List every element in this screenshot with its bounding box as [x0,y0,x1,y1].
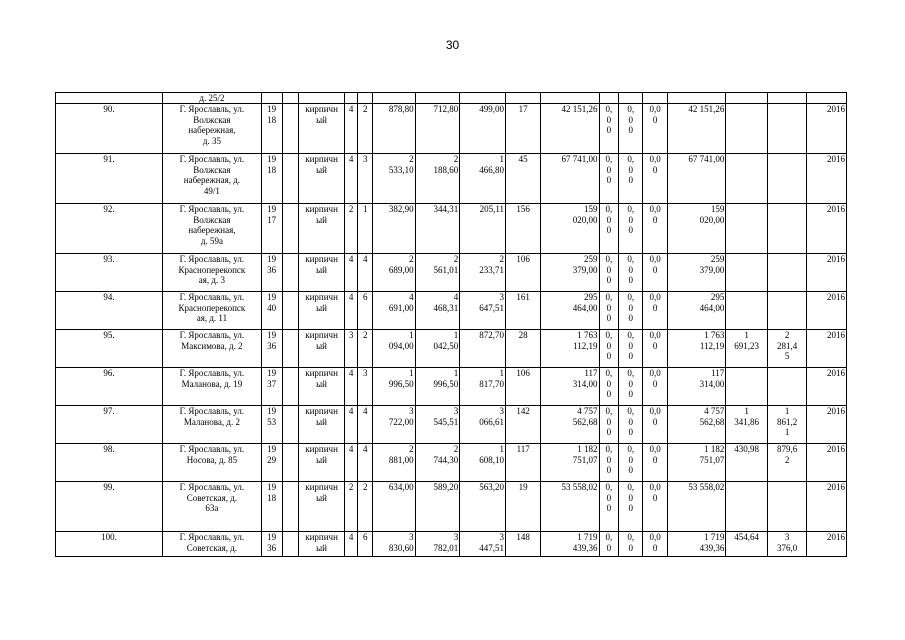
fund-cell-3: 0,0 0 [643,204,668,254]
carry-over-address: д. 25/2 [163,93,262,104]
fund-cell-2: 0, 0 0 [619,104,643,154]
blank-cell [282,482,299,532]
blank-cell [282,368,299,406]
floors-cell: 2 [344,204,358,254]
owners-cost-cell: 1 763 112,19 [668,330,726,368]
limit-cost-cell [767,154,806,204]
build-year-cell: 19 36 [261,532,282,557]
blank-cell [282,204,299,254]
fund-cell-3: 0,0 0 [643,292,668,330]
fund-cell-2: 0, 0 0 [619,444,643,482]
unit-cost-cell: 454,64 [726,532,768,557]
housing-table [55,92,847,557]
wall-material-cell: кирпичн ый [299,292,345,330]
common-area-cell: 499,00 [460,104,506,154]
fund-cell-1: 0, 0 0 [599,292,619,330]
fund-cell-3: 0,0 0 [643,406,668,444]
floors-cell: 4 [344,368,358,406]
build-year-cell: 19 18 [261,104,282,154]
fund-cell-2: 0, 0 0 [619,254,643,292]
common-area-cell: 2 233,71 [460,254,506,292]
address-cell: Г. Ярославль, ул. Волжская набережная, д. 35 [163,104,262,154]
total-area-cell: 634,00 [372,482,415,532]
row-number: 91. [56,154,163,204]
owners-cost-cell: 4 757 562,68 [668,406,726,444]
blank-cell [282,532,299,557]
build-year-cell: 19 53 [261,406,282,444]
floors-cell: 4 [344,254,358,292]
residents-cell: 117 [506,444,541,482]
fund-cell-3: 0,0 0 [643,368,668,406]
residents-cell: 28 [506,330,541,368]
fund-cell-3: 0,0 0 [643,482,668,532]
living-area-cell: 1 996,50 [415,368,460,406]
residents-cell: 106 [506,368,541,406]
fund-cell-3: 0,0 0 [643,154,668,204]
residents-cell: 17 [506,104,541,154]
living-area-cell: 1 042,50 [415,330,460,368]
limit-cost-cell [767,104,806,154]
wall-material-cell: кирпичн ый [299,154,345,204]
total-cost-cell: 1 182 751,07 [541,444,599,482]
residents-cell: 19 [506,482,541,532]
table-row [56,444,847,482]
fund-cell-1: 0, 0 0 [599,254,619,292]
total-area-cell: 2 881,00 [372,444,415,482]
total-cost-cell: 4 757 562,68 [541,406,599,444]
unit-cost-cell [726,104,768,154]
total-cost-cell: 42 151,26 [541,104,599,154]
plan-year-cell: 2016 [807,482,847,532]
total-cost-cell: 1 719 439,36 [541,532,599,557]
entrances-cell: 2 [358,104,373,154]
unit-cost-cell: 1 691,23 [726,330,768,368]
entrances-cell: 3 [358,154,373,204]
row-number: 94. [56,292,163,330]
entrances-cell: 6 [358,532,373,557]
owners-cost-cell: 259 379,00 [668,254,726,292]
table-row [56,154,847,204]
entrances-cell: 2 [358,482,373,532]
total-area-cell: 2 533,10 [372,154,415,204]
limit-cost-cell [767,204,806,254]
address-cell: Г. Ярославль, ул. Волжская набережная, д. 49/1 [163,154,262,204]
unit-cost-cell [726,254,768,292]
entrances-cell: 4 [358,406,373,444]
build-year-cell: 19 18 [261,154,282,204]
fund-cell-3: 0,0 0 [643,254,668,292]
row-number: 99. [56,482,163,532]
wall-material-cell: кирпичн ый [299,204,345,254]
total-cost-cell: 1 763 112,19 [541,330,599,368]
fund-cell-3: 0,0 0 [643,532,668,557]
unit-cost-cell [726,154,768,204]
entrances-cell: 4 [358,254,373,292]
total-area-cell: 3 830,60 [372,532,415,557]
common-area-cell: 3 447,51 [460,532,506,557]
floors-cell: 2 [344,482,358,532]
common-area-cell: 3 647,51 [460,292,506,330]
row-number: 97. [56,406,163,444]
table-row [56,406,847,444]
table-row [56,532,847,557]
build-year-cell: 19 37 [261,368,282,406]
table-row [56,292,847,330]
plan-year-cell: 2016 [807,368,847,406]
address-cell: Г. Ярославль, ул. Малaнова, д. 19 [163,368,262,406]
owners-cost-cell: 42 151,26 [668,104,726,154]
blank-cell [282,104,299,154]
total-area-cell: 4 691,00 [372,292,415,330]
total-area-cell: 1 094,00 [372,330,415,368]
living-area-cell: 3 782,01 [415,532,460,557]
plan-year-cell: 2016 [807,104,847,154]
common-area-cell: 872,70 [460,330,506,368]
common-area-cell: 1 817,70 [460,368,506,406]
floors-cell: 4 [344,532,358,557]
entrances-cell: 3 [358,368,373,406]
floors-cell: 4 [344,444,358,482]
total-cost-cell: 259 379,00 [541,254,599,292]
blank-cell [282,330,299,368]
table-row [56,330,847,368]
build-year-cell: 19 29 [261,444,282,482]
blank-cell [282,292,299,330]
total-area-cell: 3 722,00 [372,406,415,444]
build-year-cell: 19 36 [261,330,282,368]
residents-cell: 106 [506,254,541,292]
unit-cost-cell [726,482,768,532]
common-area-cell: 1 466,80 [460,154,506,204]
table-row [56,254,847,292]
common-area-cell: 3 066,61 [460,406,506,444]
fund-cell-2: 0, 0 0 [619,154,643,204]
owners-cost-cell: 53 558,02 [668,482,726,532]
row-number: 95. [56,330,163,368]
floors-cell: 3 [344,330,358,368]
fund-cell-2: 0, 0 0 [619,482,643,532]
wall-material-cell: кирпичн ый [299,406,345,444]
build-year-cell: 19 40 [261,292,282,330]
wall-material-cell: кирпичн ый [299,532,345,557]
row-number: 92. [56,204,163,254]
fund-cell-1: 0, 0 0 [599,406,619,444]
owners-cost-cell: 295 464,00 [668,292,726,330]
limit-cost-cell [767,292,806,330]
blank-cell [282,154,299,204]
plan-year-cell: 2016 [807,154,847,204]
total-cost-cell: 295 464,00 [541,292,599,330]
owners-cost-cell: 1 182 751,07 [668,444,726,482]
living-area-cell: 3 545,51 [415,406,460,444]
floors-cell: 4 [344,154,358,204]
owners-cost-cell: 1 719 439,36 [668,532,726,557]
fund-cell-1: 0, 0 0 [599,330,619,368]
address-cell: Г. Ярославль, ул. Краснoперекопск ая, д. 3 [163,254,262,292]
fund-cell-1: 0, 0 0 [599,104,619,154]
row-number: 93. [56,254,163,292]
living-area-cell: 2 744,30 [415,444,460,482]
wall-material-cell: кирпичн ый [299,444,345,482]
entrances-cell: 2 [358,330,373,368]
fund-cell-1: 0, 0 0 [599,204,619,254]
limit-cost-cell: 3 376,0 [767,532,806,557]
plan-year-cell: 2016 [807,254,847,292]
plan-year-cell: 2016 [807,292,847,330]
wall-material-cell: кирпичн ый [299,330,345,368]
row-number: 90. [56,104,163,154]
unit-cost-cell: 1 341,86 [726,406,768,444]
address-cell: Г. Ярославль, ул. Максимова, д. 2 [163,330,262,368]
table-row [56,204,847,254]
address-cell: Г. Ярославль, ул. Советская, д. 63а [163,482,262,532]
table-row [56,482,847,532]
fund-cell-1: 0, 0 0 [599,482,619,532]
address-cell: Г. Ярославль, ул. Малaнова, д. 2 [163,406,262,444]
build-year-cell: 19 36 [261,254,282,292]
residents-cell: 148 [506,532,541,557]
build-year-cell: 19 17 [261,204,282,254]
owners-cost-cell: 67 741,00 [668,154,726,204]
table-row [56,104,847,154]
plan-year-cell: 2016 [807,406,847,444]
residents-cell: 161 [506,292,541,330]
fund-cell-3: 0,0 0 [643,104,668,154]
row-number: 98. [56,444,163,482]
wall-material-cell: кирпичн ый [299,104,345,154]
living-area-cell: 344,31 [415,204,460,254]
living-area-cell: 589,20 [415,482,460,532]
fund-cell-1: 0, 0 0 [599,444,619,482]
limit-cost-cell: 2 281,4 5 [767,330,806,368]
fund-cell-2: 0, 0 0 [619,330,643,368]
total-cost-cell: 117 314,00 [541,368,599,406]
common-area-cell: 1 608,10 [460,444,506,482]
plan-year-cell: 2016 [807,330,847,368]
living-area-cell: 4 468,31 [415,292,460,330]
wall-material-cell: кирпичн ый [299,482,345,532]
total-area-cell: 1 996,50 [372,368,415,406]
fund-cell-2: 0, 0 0 [619,204,643,254]
living-area-cell: 712,80 [415,104,460,154]
blank-cell [282,254,299,292]
row-number: 96. [56,368,163,406]
floors-cell: 4 [344,104,358,154]
address-cell: Г. Ярославль, ул. Носова, д. 85 [163,444,262,482]
total-cost-cell: 159 020,00 [541,204,599,254]
common-area-cell: 563,20 [460,482,506,532]
address-cell: Г. Ярославль, ул. Волжская набережная, д. 59а [163,204,262,254]
limit-cost-cell [767,368,806,406]
fund-cell-2: 0, 0 0 [619,292,643,330]
wall-material-cell: кирпичн ый [299,368,345,406]
entrances-cell: 6 [358,292,373,330]
wall-material-cell: кирпичн ый [299,254,345,292]
owners-cost-cell: 159 020,00 [668,204,726,254]
floors-cell: 4 [344,292,358,330]
unit-cost-cell: 430,98 [726,444,768,482]
common-area-cell: 205,11 [460,204,506,254]
living-area-cell: 2 561,01 [415,254,460,292]
total-cost-cell: 53 558,02 [541,482,599,532]
entrances-cell: 1 [358,204,373,254]
floors-cell: 4 [344,406,358,444]
plan-year-cell: 2016 [807,532,847,557]
page-number: 30 [445,38,460,52]
plan-year-cell: 2016 [807,204,847,254]
fund-cell-1: 0, 0 0 [599,368,619,406]
fund-cell-2: 0, 0 0 [619,406,643,444]
carry-over-row [56,93,847,104]
fund-cell-1: 0, 0 [599,532,619,557]
residents-cell: 45 [506,154,541,204]
blank-cell [282,444,299,482]
fund-cell-3: 0,0 0 [643,444,668,482]
total-area-cell: 878,80 [372,104,415,154]
table-row [56,368,847,406]
unit-cost-cell [726,204,768,254]
fund-cell-3: 0,0 0 [643,330,668,368]
build-year-cell: 19 18 [261,482,282,532]
total-area-cell: 2 689,00 [372,254,415,292]
fund-cell-2: 0, 0 0 [619,368,643,406]
row-number: 100. [56,532,163,557]
entrances-cell: 4 [358,444,373,482]
plan-year-cell: 2016 [807,444,847,482]
unit-cost-cell [726,292,768,330]
limit-cost-cell: 879,6 2 [767,444,806,482]
address-cell: Г. Ярославль, ул. Советская, д. [163,532,262,557]
fund-cell-2: 0, 0 [619,532,643,557]
blank-cell [282,406,299,444]
limit-cost-cell: 1 861,2 1 [767,406,806,444]
address-cell: Г. Ярославль, ул. Краснoперекопск ая, д. 11 [163,292,262,330]
unit-cost-cell [726,368,768,406]
residents-cell: 142 [506,406,541,444]
fund-cell-1: 0, 0 0 [599,154,619,204]
limit-cost-cell [767,482,806,532]
owners-cost-cell: 117 314,00 [668,368,726,406]
living-area-cell: 2 188,60 [415,154,460,204]
total-area-cell: 382,90 [372,204,415,254]
residents-cell: 156 [506,204,541,254]
limit-cost-cell [767,254,806,292]
total-cost-cell: 67 741,00 [541,154,599,204]
